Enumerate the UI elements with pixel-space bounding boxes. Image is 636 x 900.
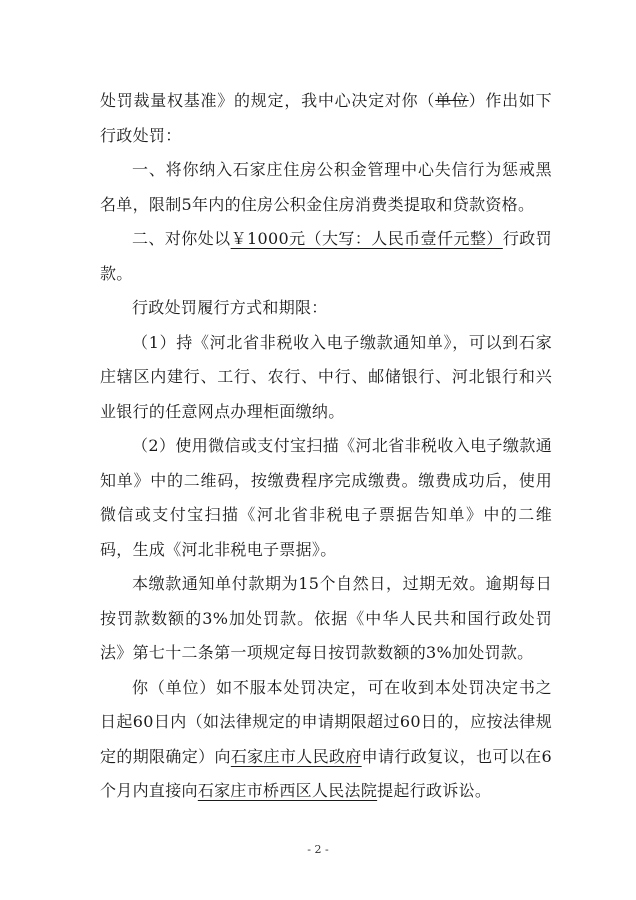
underlined-text: ￥1000元（大写：人民币壹仟元整）: [230, 229, 503, 248]
text-run: 你（单位）如不服本处罚决定，可在收到本处罚决定书之日起60日内（如法律规定的申请期限超过60日的，应按法律规定的期限确定）向: [100, 677, 552, 766]
text-run: 申请行政复议，也可以在6个月内直接向: [100, 746, 553, 800]
text-run: ）作出如下行政处罚：: [100, 91, 552, 145]
document-body: [100, 84, 552, 809]
paragraph: [100, 84, 552, 153]
text-run: 提起行政诉讼。: [377, 781, 492, 800]
text-run: 处罚裁量权基准》的规定，我中心决定对你（: [100, 91, 436, 110]
text-run: 行政罚款。: [100, 229, 552, 283]
text-run: 行政处罚履行方式和期限：: [132, 298, 328, 317]
paragraph: [100, 153, 552, 222]
paragraph: [100, 567, 552, 671]
text-run: 本缴款通知单付款期为15个自然日，过期无效。逾期每日按罚款数额的3%加处罚款。依据《中华人民共和国行政处罚法》第七十二条第一项规定每日按罚款数额的3%加处罚款。: [100, 574, 552, 662]
page-number: - 2 -: [307, 843, 329, 856]
paragraph: [100, 429, 552, 567]
paragraph: [100, 326, 552, 430]
text-run: （1）持《河北省非税收入电子缴款通知单》，可以到石家庄辖区内建行、工行、农行、中行、邮储银行、河北银行和兴业银行的任意网点办理柜面缴纳。: [100, 332, 552, 421]
text-run: 二、对你处以: [132, 229, 231, 248]
underlined-text: 石家庄市人民政府: [230, 746, 362, 766]
paragraph: [100, 291, 552, 326]
paragraph: [100, 671, 552, 809]
text-run: 一、将你纳入石家庄住房公积金管理中心失信行为惩戒黑名单，限制5年内的住房公积金住房消费类提取和贷款资格。: [100, 160, 552, 214]
underlined-text: 石家庄市桥西区人民法院: [197, 781, 378, 800]
text-run: （2）使用微信或支付宝扫描《河北省非税收入电子缴款通知单》中的二维码，按缴费程序完成缴费。缴费成功后，使用微信或支付宝扫描《河北省非税电子票据告知单》中的二维码，生成《河北非税电子票据》。: [100, 436, 552, 559]
struck-text: 单位: [435, 91, 469, 110]
paragraph: [100, 222, 552, 291]
